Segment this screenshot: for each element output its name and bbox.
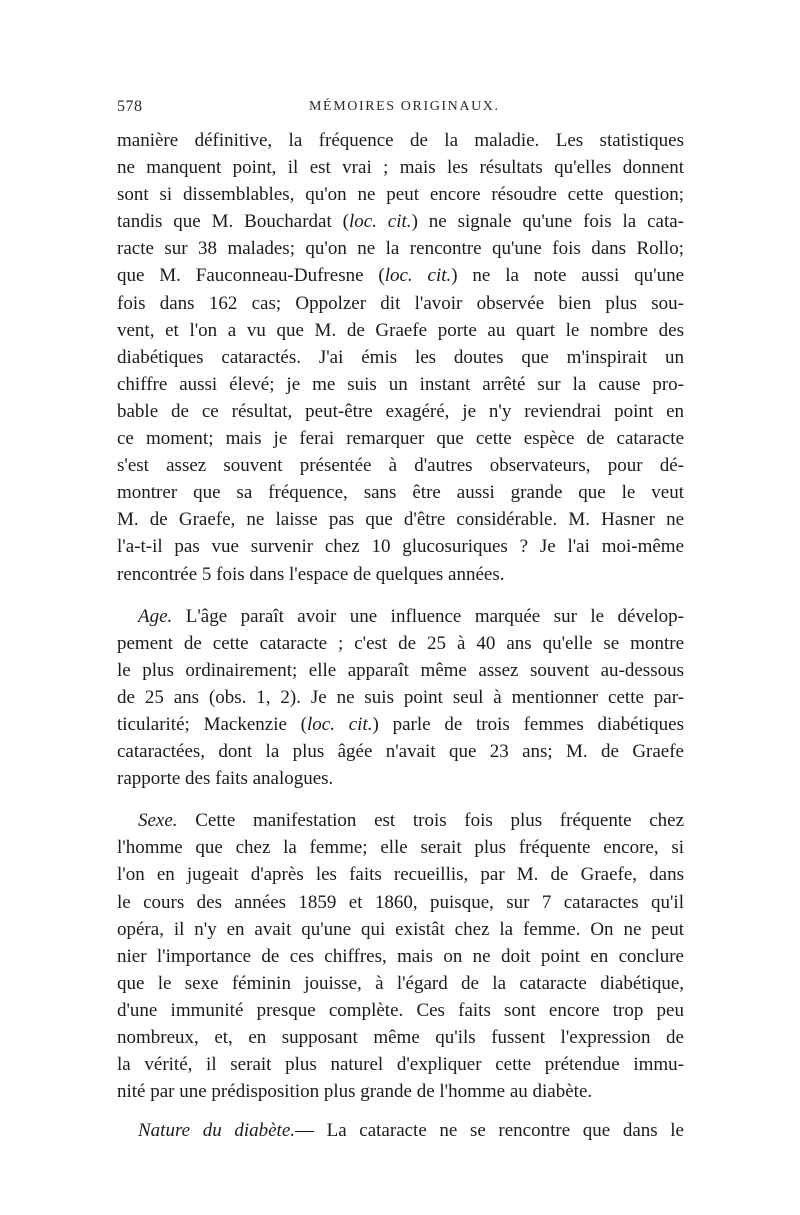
- paragraph-age: [117, 603, 684, 793]
- text-line: chiffre aussi élevé; je me suis un instant arrêté sur la cause pro-: [117, 373, 684, 395]
- section-heading-age: Age.: [138, 605, 173, 627]
- text-line: racte sur 38 malades; qu'on ne la rencontre qu'une fois dans Rollo;: [117, 238, 684, 260]
- text-line: fois dans 162 cas; Oppolzer dit l'avoir observée bien plus sou-: [117, 292, 684, 314]
- text-line: [117, 208, 684, 235]
- citation-italic: loc. cit.: [384, 265, 452, 287]
- text-line: le plus ordinairement; elle apparaît même assez souvent au-dessous: [117, 659, 684, 681]
- text-run: — La cataracte ne se rencontre que dans le: [295, 1120, 684, 1142]
- text-line: rapporte des faits analogues.: [117, 768, 334, 790]
- text-line: diabétiques cataractés. J'ai émis les doutes que m'inspirait un: [117, 346, 684, 368]
- text-run: ) parle de trois femmes diabétiques: [372, 713, 685, 735]
- text-line: s'est assez souvent présentée à d'autres observateurs, pour dé-: [117, 455, 684, 477]
- text-line: rencontrée 5 fois dans l'espace de quelques années.: [117, 563, 505, 585]
- text-line: l'a-t-il pas vue survenir chez 10 glucosuriques ? Je l'ai moi-même: [117, 536, 684, 558]
- running-head: [117, 98, 685, 120]
- text-line: sont si dissemblables, qu'on ne peut encore résoudre cette question;: [117, 184, 684, 206]
- section-heading-sexe: Sexe.: [138, 810, 178, 832]
- text-line: cataractées, dont la plus âgée n'avait que 23 ans; M. de Graefe: [117, 741, 684, 763]
- citation-italic: loc. cit.: [307, 713, 373, 735]
- text-line: le cours des années 1859 et 1860, puisque, sur 7 cataractes qu'il: [117, 891, 684, 913]
- text-line: [117, 603, 684, 630]
- paragraph-gap: [117, 792, 684, 807]
- text-line: d'une immunité presque complète. Ces faits sont encore trop peu: [117, 999, 684, 1021]
- text-run: ticularité; Mackenzie (: [117, 713, 307, 735]
- text-line: vent, et l'on a vu que M. de Graefe porte au quart le nombre des: [117, 319, 684, 341]
- text-line: [117, 1117, 684, 1144]
- text-run: tandis que M. Bouchardat (: [117, 211, 349, 233]
- text-line: ce moment; mais je ferai remarquer que cette espèce de cataracte: [117, 428, 684, 450]
- text-line: de 25 ans (obs. 1, 2). Je ne suis point seul à mentionner cette par-: [117, 686, 684, 708]
- body-text: [117, 127, 684, 1144]
- text-line: l'homme que chez la femme; elle serait plus fréquente encore, si: [117, 837, 684, 859]
- text-run: L'âge paraît avoir une influence marquée sur le dévelop-: [185, 605, 684, 627]
- page-number: 578: [117, 98, 143, 115]
- paragraph-gap: [117, 1105, 684, 1117]
- citation-italic: loc. cit.: [348, 211, 412, 233]
- text-line: manière définitive, la fréquence de la maladie. Les statistiques: [117, 130, 684, 151]
- text-line: ne manquent point, il est vrai ; mais les résultats qu'elles donnent: [117, 157, 684, 179]
- text-line: nombreux, et, en supposant même qu'ils fussent l'expression de: [117, 1027, 684, 1048]
- text-line: pement de cette cataracte ; c'est de 25 à 40 ans qu'elle se montre: [117, 632, 684, 654]
- text-line: opéra, il n'y en avait qu'une qui existât chez la femme. On ne peut: [117, 918, 684, 940]
- text-line: nier l'importance de ces chiffres, mais on ne doit point en conclure: [117, 945, 684, 967]
- section-heading-nature: Nature du diabète.: [138, 1120, 295, 1142]
- text-run: ) ne la note aussi qu'une: [451, 265, 685, 287]
- text-run: Cette manifestation est trois fois plus fréquente chez: [195, 810, 684, 832]
- text-line: la vérité, il serait plus naturel d'expliquer cette prétendue immu-: [117, 1054, 684, 1076]
- paragraph-statistics: [117, 127, 684, 588]
- text-line: que le sexe féminin jouisse, à l'égard de la cataracte diabétique,: [117, 972, 684, 994]
- paragraph-gap: [117, 588, 684, 603]
- paragraph-sexe: [117, 807, 684, 1105]
- text-line: bable de ce résultat, peut-être exagéré, je n'y reviendrai point en: [117, 400, 684, 422]
- text-line: montrer que sa fréquence, sans être aussi grande que le veut: [117, 482, 684, 504]
- running-title: MÉMOIRES ORIGINAUX.: [309, 99, 500, 114]
- text-line: l'on en jugeait d'après les faits recueillis, par M. de Graefe, dans: [117, 864, 684, 886]
- paragraph-nature-du-diabete: [117, 1117, 684, 1144]
- text-line: [117, 807, 684, 834]
- text-line: [117, 262, 684, 289]
- text-run: ) ne signale qu'une fois la cata-: [411, 211, 684, 233]
- text-line: M. de Graefe, ne laisse pas que d'être considérable. M. Hasner ne: [117, 509, 684, 531]
- text-run: que M. Fauconneau-Dufresne (: [117, 265, 385, 287]
- text-line: [117, 711, 684, 738]
- text-line: nité par une prédisposition plus grande de l'homme au diabète.: [117, 1081, 593, 1103]
